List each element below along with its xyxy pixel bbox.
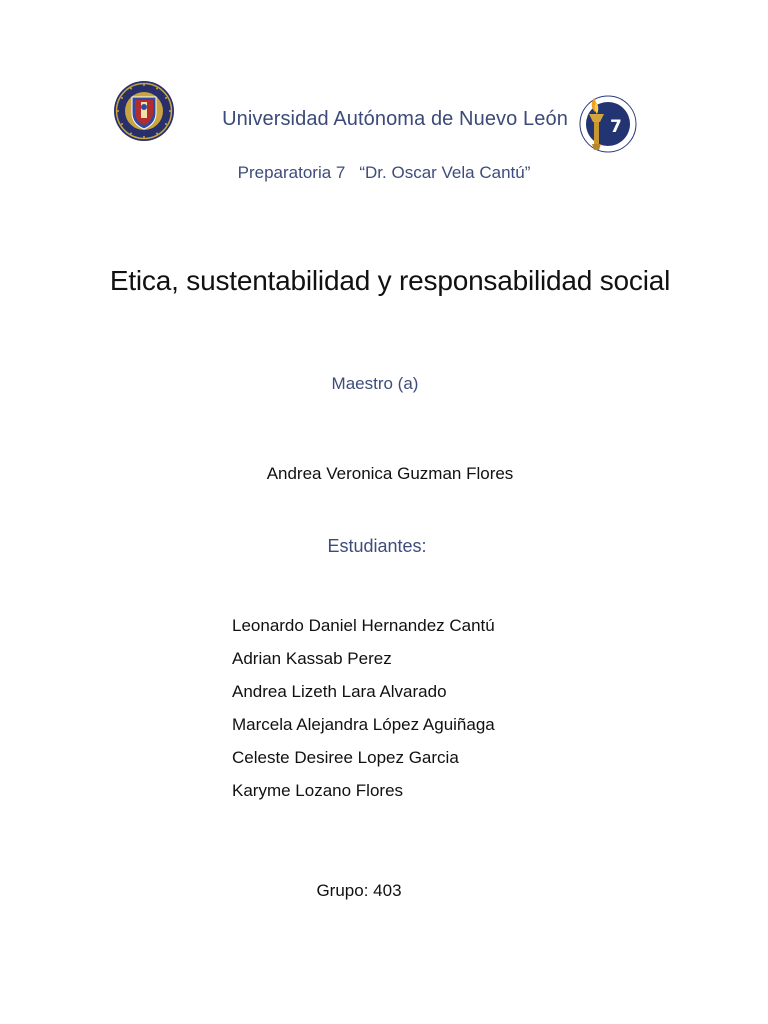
students-list bbox=[232, 615, 495, 813]
teacher-name: Andrea Veronica Guzman Flores bbox=[266, 464, 514, 483]
student-name: Marcela Alejandra López Aguiñaga bbox=[232, 715, 495, 734]
school-name: “Dr. Oscar Vela Cantú” bbox=[359, 163, 531, 182]
student-name: Leonardo Daniel Hernandez Cantú bbox=[232, 616, 495, 635]
teacher-label: Maestro (a) bbox=[331, 374, 419, 393]
student-name: Andrea Lizeth Lara Alvarado bbox=[232, 682, 447, 701]
svg-text:7: 7 bbox=[610, 117, 622, 137]
group-label: Grupo: bbox=[316, 881, 369, 900]
university-name: Universidad Autónoma de Nuevo León bbox=[222, 108, 568, 130]
subject-title: Etica, sustentabilidad y responsabilidad social bbox=[109, 265, 671, 296]
student-name: Celeste Desiree Lopez Garcia bbox=[232, 748, 459, 767]
students-label: Estudiantes: bbox=[327, 536, 427, 556]
group-line bbox=[0, 881, 718, 901]
school-label: Preparatoria 7 bbox=[237, 163, 346, 182]
group-value: 403 bbox=[373, 881, 402, 900]
student-name: Karyme Lozano Flores bbox=[232, 781, 404, 800]
school-line bbox=[0, 163, 768, 183]
student-name: Adrian Kassab Perez bbox=[232, 649, 392, 668]
